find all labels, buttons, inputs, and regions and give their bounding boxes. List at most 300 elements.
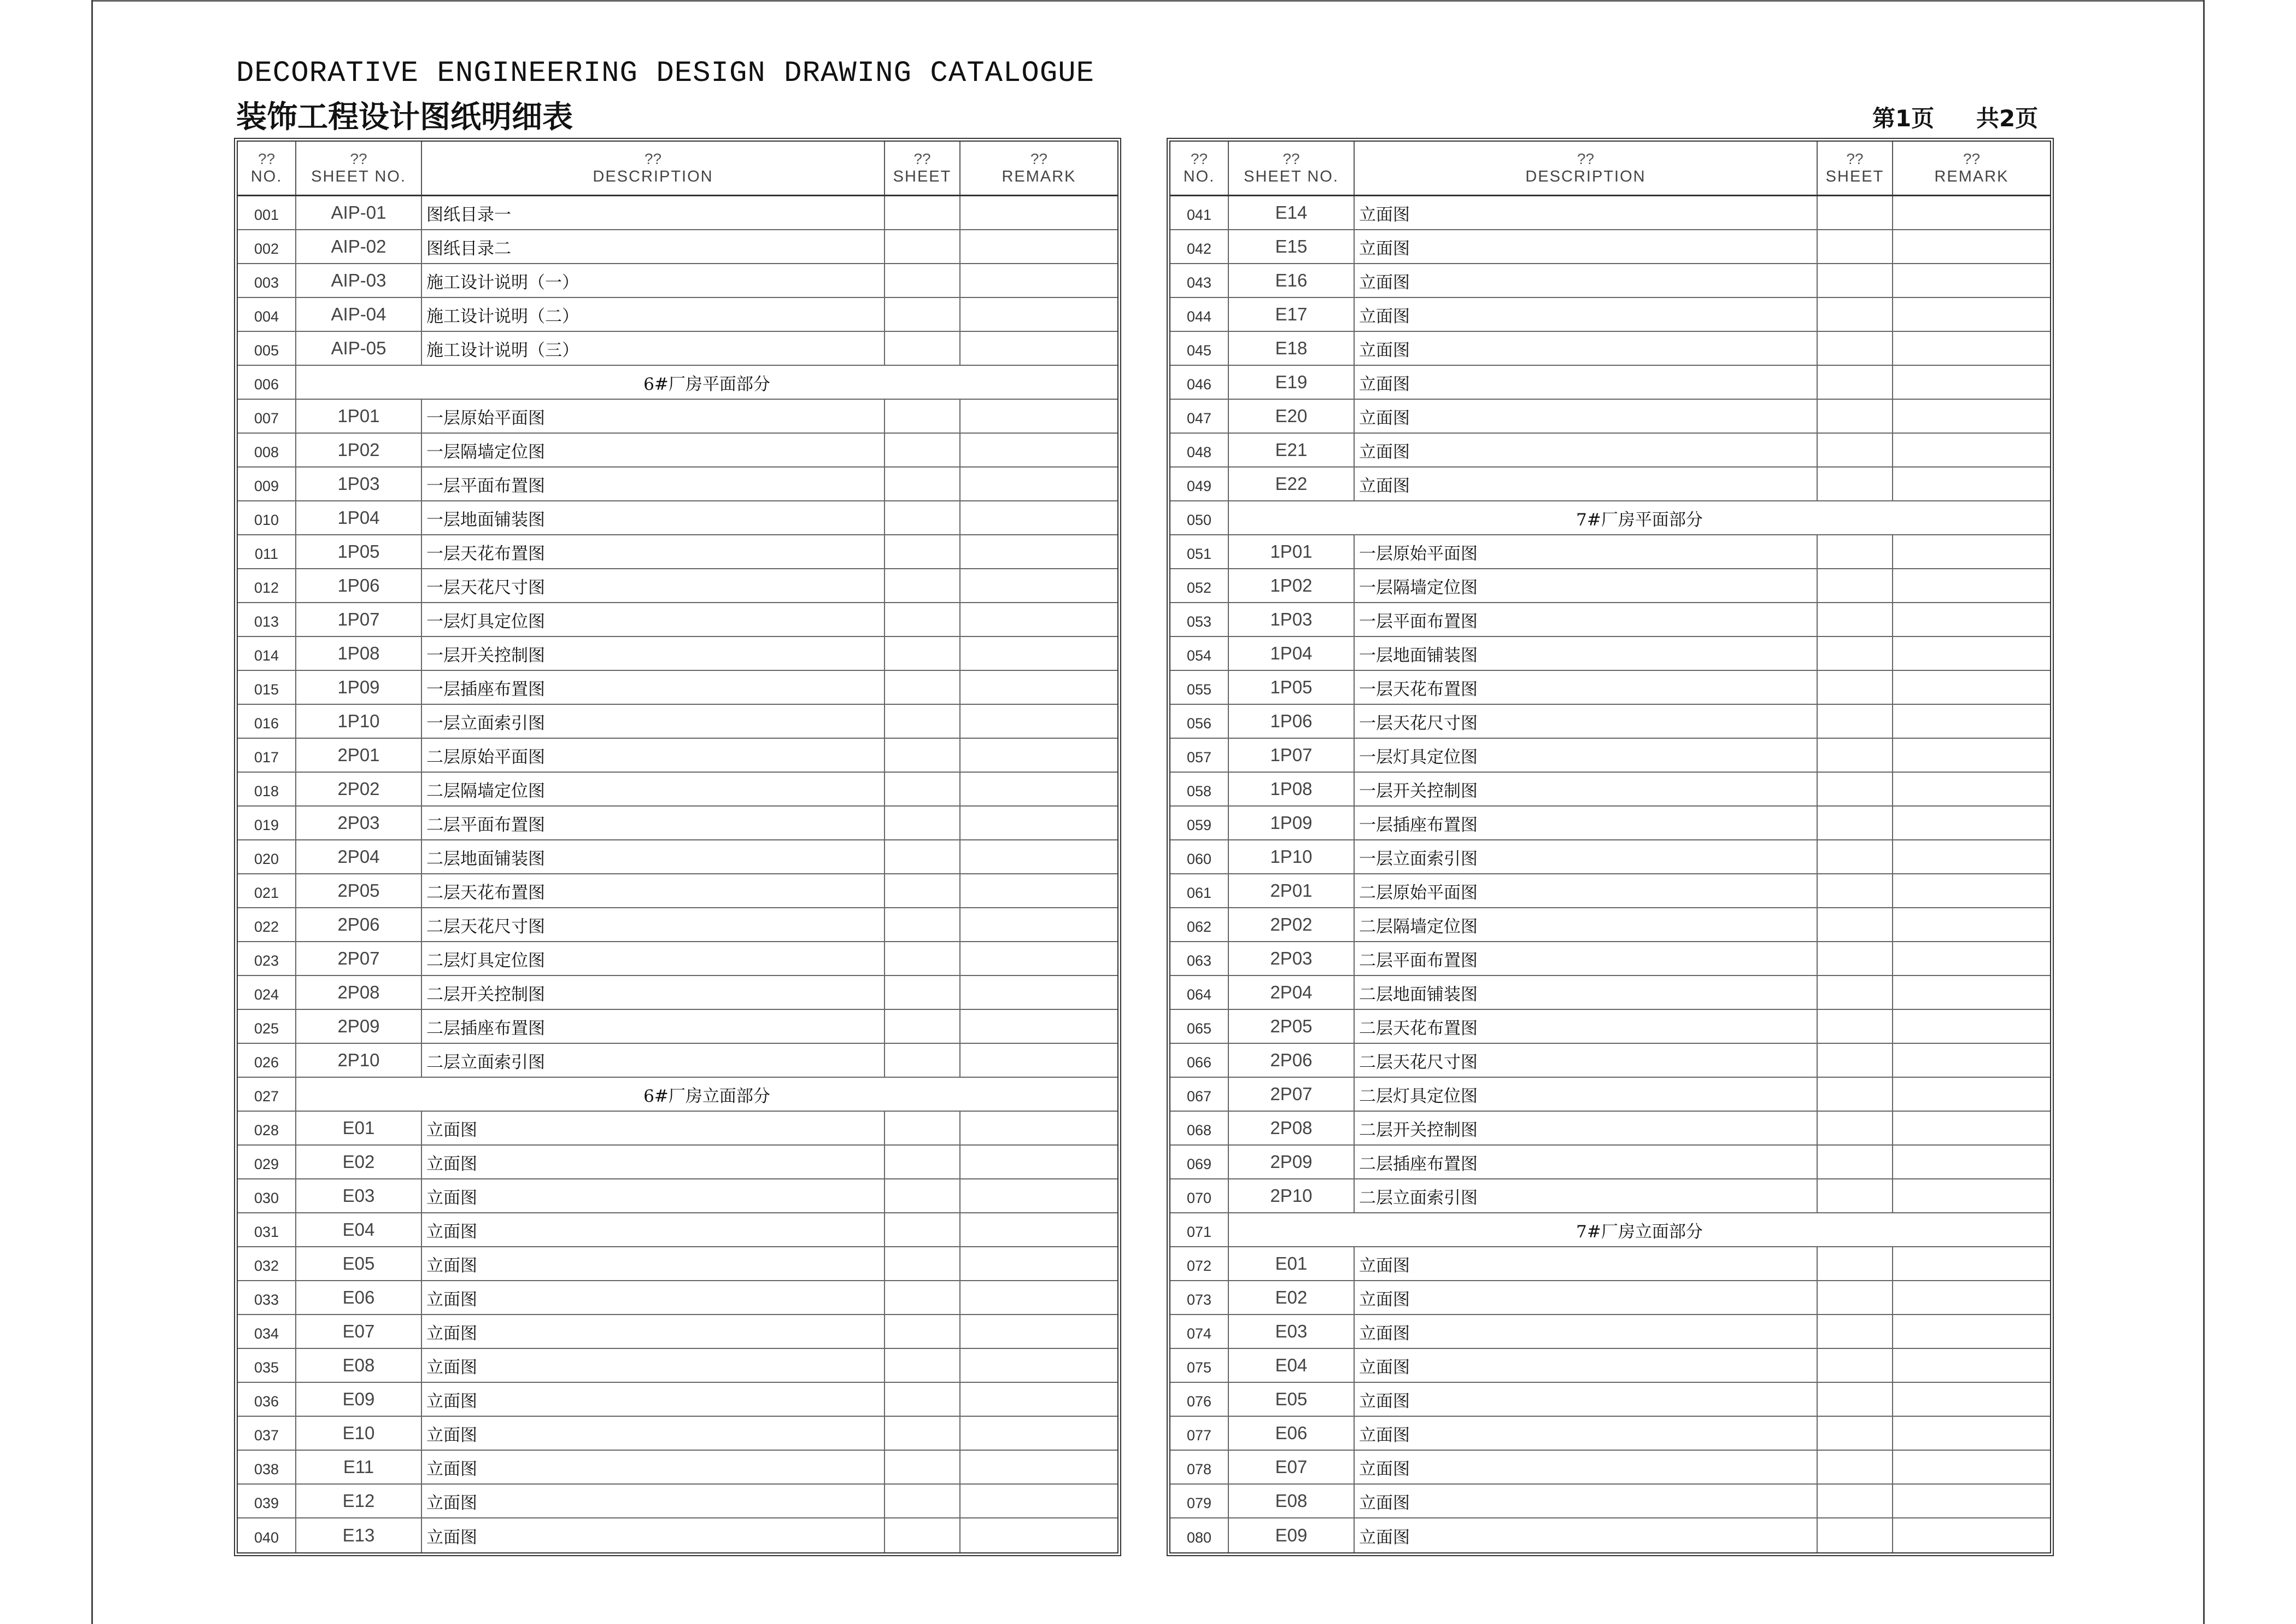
sheet-number: E15: [1229, 230, 1355, 263]
remark-cell: [960, 468, 1117, 500]
remark-cell: [960, 942, 1117, 975]
table-row: [238, 1315, 1117, 1349]
table-row: [238, 1010, 1117, 1044]
remark-cell: [1893, 1146, 2050, 1178]
sheet-number: 2P06: [296, 908, 422, 941]
sheet-number: 1P01: [296, 400, 422, 433]
remark-cell: [960, 332, 1117, 365]
sheet-number: 1P10: [296, 705, 422, 738]
sheet-number: E01: [1229, 1247, 1355, 1280]
row-number: 054: [1170, 637, 1229, 670]
table-row: [238, 332, 1117, 366]
row-number: 064: [1170, 976, 1229, 1009]
sheet-size-cell: [885, 807, 960, 839]
table-row: [238, 637, 1117, 671]
sheet-number: E05: [296, 1247, 422, 1280]
table-row: [238, 1213, 1117, 1247]
sheet-number: E08: [296, 1349, 422, 1382]
sheet-size-cell: [1818, 773, 1893, 805]
sheet-size-cell: [885, 637, 960, 670]
sheet-number: 2P03: [1229, 942, 1355, 975]
drawing-description: 一层平面布置图: [422, 468, 885, 500]
row-number: 028: [238, 1112, 296, 1144]
header-sheet-no: [1229, 142, 1355, 195]
row-number: 074: [1170, 1315, 1229, 1348]
row-number: 038: [238, 1451, 296, 1483]
row-number: 036: [238, 1383, 296, 1416]
sheet-size-cell: [885, 976, 960, 1009]
table-row: [238, 671, 1117, 705]
header-sheet-no: [296, 142, 422, 195]
row-number: 030: [238, 1179, 296, 1212]
sheet-size-cell: [885, 1213, 960, 1246]
row-number: 071: [1170, 1213, 1229, 1246]
sheet-number: 1P08: [1229, 773, 1355, 805]
catalogue-title-english: DECORATIVE ENGINEERING DESIGN DRAWING CATALOGUE: [236, 57, 1095, 90]
sheet-size-cell: [1818, 1485, 1893, 1517]
drawing-description: 一层天花尺寸图: [422, 569, 885, 602]
table-row: [1170, 1010, 2050, 1044]
header-sheet-label: SHEET: [893, 167, 952, 185]
sheet-size-cell: [885, 434, 960, 466]
row-number: 045: [1170, 332, 1229, 365]
sheet-size-cell: [1818, 671, 1893, 704]
catalogue-table-right: [1167, 138, 2054, 1556]
drawing-description: 立面图: [1355, 366, 1818, 399]
drawing-description: 二层插座布置图: [422, 1010, 885, 1043]
sheet-number: 1P04: [296, 501, 422, 534]
remark-cell: [960, 1349, 1117, 1382]
drawing-description: 立面图: [1355, 1518, 1818, 1552]
row-number: 003: [238, 264, 296, 297]
remark-cell: [960, 1417, 1117, 1450]
sheet-number: 2P08: [296, 976, 422, 1009]
sheet-size-cell: [885, 1383, 960, 1416]
table-row: [238, 1349, 1117, 1383]
drawing-description: 一层灯具定位图: [1355, 739, 1818, 772]
sheet-size-cell: [1818, 1417, 1893, 1450]
drawing-description: 立面图: [422, 1485, 885, 1517]
remark-cell: [960, 908, 1117, 941]
table-row: [1170, 1146, 2050, 1179]
sheet-number: 1P08: [296, 637, 422, 670]
row-number: 008: [238, 434, 296, 466]
sheet-number: E17: [1229, 298, 1355, 331]
drawing-description: 二层开关控制图: [1355, 1112, 1818, 1144]
sheet-number: 2P09: [1229, 1146, 1355, 1178]
drawing-description: 一层插座布置图: [1355, 807, 1818, 839]
table-row: [1170, 603, 2050, 637]
sheet-size-cell: [885, 264, 960, 297]
table-row: [238, 1281, 1117, 1315]
drawing-description: 立面图: [1355, 230, 1818, 263]
sheet-size-cell: [1818, 230, 1893, 263]
row-number: 073: [1170, 1281, 1229, 1314]
table-row: [1170, 840, 2050, 874]
row-number: 049: [1170, 468, 1229, 500]
row-number: 025: [238, 1010, 296, 1043]
header-description-label-cn: ??: [644, 150, 662, 167]
sheet-size-cell: [885, 1146, 960, 1178]
sheet-number: E07: [1229, 1451, 1355, 1483]
table-row: [1170, 400, 2050, 434]
row-number: 017: [238, 739, 296, 772]
drawing-description: 立面图: [1355, 1281, 1818, 1314]
remark-cell: [960, 1451, 1117, 1483]
table-row: [1170, 705, 2050, 739]
table-row: [1170, 1383, 2050, 1417]
remark-cell: [960, 976, 1117, 1009]
table-row: [1170, 976, 2050, 1010]
remark-cell: [1893, 637, 2050, 670]
sheet-number: 1P03: [1229, 603, 1355, 636]
drawing-frame-right: [2203, 0, 2205, 1624]
remark-cell: [960, 1383, 1117, 1416]
table-row: [238, 1146, 1117, 1179]
remark-cell: [1893, 671, 2050, 704]
header-remark: [1893, 142, 2050, 195]
header-sheet-no-label-cn: ??: [350, 150, 367, 167]
drawing-description: 施工设计说明（三）: [422, 332, 885, 365]
table-row: [238, 1485, 1117, 1518]
remark-cell: [1893, 874, 2050, 907]
drawing-description: 二层天花布置图: [422, 874, 885, 907]
remark-cell: [1893, 739, 2050, 772]
drawing-description: 一层隔墙定位图: [422, 434, 885, 466]
row-number: 058: [1170, 773, 1229, 805]
sheet-size-cell: [1818, 976, 1893, 1009]
row-number: 037: [238, 1417, 296, 1450]
row-number: 006: [238, 366, 296, 399]
sheet-size-cell: [1818, 298, 1893, 331]
sheet-size-cell: [1818, 264, 1893, 297]
drawing-description: 立面图: [1355, 298, 1818, 331]
remark-cell: [960, 501, 1117, 534]
table-row: [238, 705, 1117, 739]
row-number: 022: [238, 908, 296, 941]
sheet-size-cell: [1818, 366, 1893, 399]
sheet-size-cell: [885, 535, 960, 568]
remark-cell: [960, 434, 1117, 466]
header-sheet-no-label: SHEET NO.: [311, 167, 406, 185]
sheet-size-cell: [1818, 705, 1893, 738]
drawing-description: 施工设计说明（二）: [422, 298, 885, 331]
drawing-description: 立面图: [422, 1417, 885, 1450]
header-remark: [960, 142, 1117, 195]
table-row: [1170, 807, 2050, 840]
remark-cell: [1893, 1417, 2050, 1450]
sheet-size-cell: [885, 569, 960, 602]
table-row: [1170, 739, 2050, 773]
row-number: 061: [1170, 874, 1229, 907]
catalogue-title-chinese: 装饰工程设计图纸明细表: [236, 100, 573, 135]
table-row: [1170, 637, 2050, 671]
sheet-size-cell: [885, 501, 960, 534]
remark-cell: [1893, 705, 2050, 738]
row-number: 010: [238, 501, 296, 534]
sheet-number: E04: [1229, 1349, 1355, 1382]
sheet-number: 1P07: [1229, 739, 1355, 772]
drawing-description: 立面图: [1355, 332, 1818, 365]
table-row: [1170, 230, 2050, 264]
row-number: 053: [1170, 603, 1229, 636]
header-sheet: [885, 142, 960, 195]
drawing-frame-top: [91, 0, 2205, 2]
drawing-description: 立面图: [422, 1179, 885, 1212]
table-row: [1170, 434, 2050, 468]
row-number: 032: [238, 1247, 296, 1280]
drawing-description: 一层天花布置图: [1355, 671, 1818, 704]
sheet-number: 1P10: [1229, 840, 1355, 873]
table-row: [1170, 1451, 2050, 1485]
sheet-number: 2P01: [1229, 874, 1355, 907]
section-row: [238, 1078, 1117, 1112]
sheet-number: E06: [296, 1281, 422, 1314]
header-sheet-label-cn: ??: [1846, 150, 1864, 167]
drawing-description: 一层原始平面图: [1355, 535, 1818, 568]
remark-cell: [1893, 400, 2050, 433]
sheet-number: 2P04: [296, 840, 422, 873]
drawing-description: 二层灯具定位图: [1355, 1078, 1818, 1111]
header-no-label: NO.: [250, 167, 283, 185]
table-row: [1170, 1315, 2050, 1349]
remark-cell: [960, 603, 1117, 636]
remark-cell: [960, 1281, 1117, 1314]
row-number: 019: [238, 807, 296, 839]
sheet-size-cell: [1818, 434, 1893, 466]
drawing-description: 立面图: [422, 1451, 885, 1483]
sheet-size-cell: [885, 1451, 960, 1483]
sheet-number: 2P01: [296, 739, 422, 772]
sheet-number: 2P02: [296, 773, 422, 805]
row-number: 012: [238, 569, 296, 602]
remark-cell: [1893, 1451, 2050, 1483]
drawing-description: 二层地面铺装图: [1355, 976, 1818, 1009]
table-row: [238, 1417, 1117, 1451]
remark-cell: [960, 807, 1117, 839]
table-row: [238, 603, 1117, 637]
header-remark-label-cn: ??: [1963, 150, 1981, 167]
table-row: [238, 264, 1117, 298]
remark-cell: [1893, 807, 2050, 839]
remark-cell: [1893, 1315, 2050, 1348]
sheet-size-cell: [1818, 1179, 1893, 1212]
row-number: 005: [238, 332, 296, 365]
header-no-label-cn: ??: [1190, 150, 1208, 167]
remark-cell: [1893, 908, 2050, 941]
sheet-size-cell: [1818, 807, 1893, 839]
sheet-number: 1P04: [1229, 637, 1355, 670]
table-row: [238, 942, 1117, 976]
header-description-label-cn: ??: [1577, 150, 1595, 167]
sheet-number: E14: [1229, 196, 1355, 229]
remark-cell: [1893, 230, 2050, 263]
sheet-size-cell: [885, 1112, 960, 1144]
drawing-description: 立面图: [1355, 1349, 1818, 1382]
remark-cell: [960, 1146, 1117, 1178]
table-row: [238, 230, 1117, 264]
remark-cell: [1893, 1383, 2050, 1416]
drawing-frame-left: [91, 0, 93, 1624]
sheet-size-cell: [1818, 603, 1893, 636]
drawing-description: 二层立面索引图: [422, 1044, 885, 1077]
sheet-size-cell: [1818, 1078, 1893, 1111]
row-number: 067: [1170, 1078, 1229, 1111]
remark-cell: [1893, 1281, 2050, 1314]
row-number: 057: [1170, 739, 1229, 772]
table-row: [1170, 773, 2050, 807]
sheet-number: 2P04: [1229, 976, 1355, 1009]
sheet-number: AIP-01: [296, 196, 422, 229]
drawing-description: 二层天花布置图: [1355, 1010, 1818, 1043]
sheet-number: E03: [296, 1179, 422, 1212]
sheet-size-cell: [1818, 1518, 1893, 1552]
header-sheet-no-label-cn: ??: [1282, 150, 1300, 167]
table-row: [1170, 1281, 2050, 1315]
row-number: 016: [238, 705, 296, 738]
table-row: [238, 773, 1117, 807]
drawing-description: 立面图: [422, 1281, 885, 1314]
sheet-number: 2P07: [1229, 1078, 1355, 1111]
row-number: 066: [1170, 1044, 1229, 1077]
row-number: 035: [238, 1349, 296, 1382]
table-header: [1170, 142, 2050, 196]
drawing-description: 二层地面铺装图: [422, 840, 885, 873]
sheet-number: E07: [296, 1315, 422, 1348]
row-number: 027: [238, 1078, 296, 1111]
sheet-number: 2P07: [296, 942, 422, 975]
row-number: 039: [238, 1485, 296, 1517]
drawing-description: 立面图: [422, 1315, 885, 1348]
sheet-number: E02: [296, 1146, 422, 1178]
drawing-description: 一层地面铺装图: [1355, 637, 1818, 670]
row-number: 069: [1170, 1146, 1229, 1178]
remark-cell: [1893, 1078, 2050, 1111]
row-number: 068: [1170, 1112, 1229, 1144]
sheet-size-cell: [1818, 1146, 1893, 1178]
drawing-description: 一层地面铺装图: [422, 501, 885, 534]
header-sheet-label-cn: ??: [913, 150, 931, 167]
table-row: [1170, 942, 2050, 976]
remark-cell: [1893, 264, 2050, 297]
row-number: 070: [1170, 1179, 1229, 1212]
section-row: [1170, 1213, 2050, 1247]
remark-cell: [1893, 332, 2050, 365]
sheet-number: E20: [1229, 400, 1355, 433]
remark-cell: [960, 671, 1117, 704]
drawing-description: 立面图: [1355, 468, 1818, 500]
sheet-number: E10: [296, 1417, 422, 1450]
drawing-description: 一层立面索引图: [1355, 840, 1818, 873]
remark-cell: [960, 1010, 1117, 1043]
table-row: [238, 1518, 1117, 1552]
sheet-size-cell: [885, 739, 960, 772]
sheet-size-cell: [1818, 1349, 1893, 1382]
drawing-description: 立面图: [422, 1383, 885, 1416]
sheet-size-cell: [885, 671, 960, 704]
remark-cell: [960, 739, 1117, 772]
sheet-size-cell: [1818, 196, 1893, 229]
remark-cell: [960, 705, 1117, 738]
table-row: [238, 196, 1117, 230]
sheet-size-cell: [1818, 1315, 1893, 1348]
row-number: 075: [1170, 1349, 1229, 1382]
header-sheet: [1818, 142, 1893, 195]
sheet-number: E19: [1229, 366, 1355, 399]
drawing-description: 立面图: [422, 1213, 885, 1246]
row-number: 001: [238, 196, 296, 229]
sheet-number: E21: [1229, 434, 1355, 466]
table-row: [238, 535, 1117, 569]
drawing-description: 一层天花尺寸图: [1355, 705, 1818, 738]
row-number: 004: [238, 298, 296, 331]
table-row: [1170, 1112, 2050, 1146]
table-row: [238, 501, 1117, 535]
row-number: 052: [1170, 569, 1229, 602]
sheet-number: 2P03: [296, 807, 422, 839]
sheet-size-cell: [885, 705, 960, 738]
table-row: [238, 1112, 1117, 1146]
sheet-size-cell: [885, 298, 960, 331]
drawing-description: 立面图: [1355, 196, 1818, 229]
table-row: [238, 569, 1117, 603]
remark-cell: [1893, 976, 2050, 1009]
header-no: [238, 142, 296, 195]
row-number: 041: [1170, 196, 1229, 229]
drawing-description: 一层平面布置图: [1355, 603, 1818, 636]
sheet-size-cell: [1818, 908, 1893, 941]
sheet-size-cell: [885, 1315, 960, 1348]
row-number: 063: [1170, 942, 1229, 975]
drawing-description: 一层原始平面图: [422, 400, 885, 433]
remark-cell: [960, 230, 1117, 263]
sheet-number: E02: [1229, 1281, 1355, 1314]
sheet-size-cell: [1818, 1451, 1893, 1483]
drawing-description: 一层开关控制图: [1355, 773, 1818, 805]
section-title: 6#厂房立面部分: [643, 1086, 770, 1106]
header-remark-label-cn: ??: [1030, 150, 1048, 167]
drawing-description: 立面图: [1355, 1451, 1818, 1483]
sheet-size-cell: [1818, 1383, 1893, 1416]
drawing-description: 一层灯具定位图: [422, 603, 885, 636]
sheet-number: E22: [1229, 468, 1355, 500]
sheet-number: 2P10: [1229, 1179, 1355, 1212]
table-row: [238, 1451, 1117, 1485]
sheet-size-cell: [885, 942, 960, 975]
sheet-number: AIP-04: [296, 298, 422, 331]
drawing-description: 图纸目录一: [422, 196, 885, 229]
section-row: [238, 366, 1117, 400]
row-number: 026: [238, 1044, 296, 1077]
sheet-size-cell: [885, 1417, 960, 1450]
remark-cell: [1893, 298, 2050, 331]
sheet-size-cell: [885, 1179, 960, 1212]
table-row: [1170, 366, 2050, 400]
remark-cell: [1893, 434, 2050, 466]
sheet-number: E11: [296, 1451, 422, 1483]
page-total: 共2页: [1976, 105, 2039, 132]
row-number: 040: [238, 1518, 296, 1552]
section-title: 6#厂房平面部分: [643, 374, 770, 394]
sheet-number: E09: [1229, 1518, 1355, 1552]
table-row: [1170, 569, 2050, 603]
sheet-number: 1P07: [296, 603, 422, 636]
sheet-number: 2P08: [1229, 1112, 1355, 1144]
remark-cell: [1893, 1044, 2050, 1077]
row-number: 048: [1170, 434, 1229, 466]
drawing-description: 立面图: [1355, 264, 1818, 297]
sheet-number: E05: [1229, 1383, 1355, 1416]
